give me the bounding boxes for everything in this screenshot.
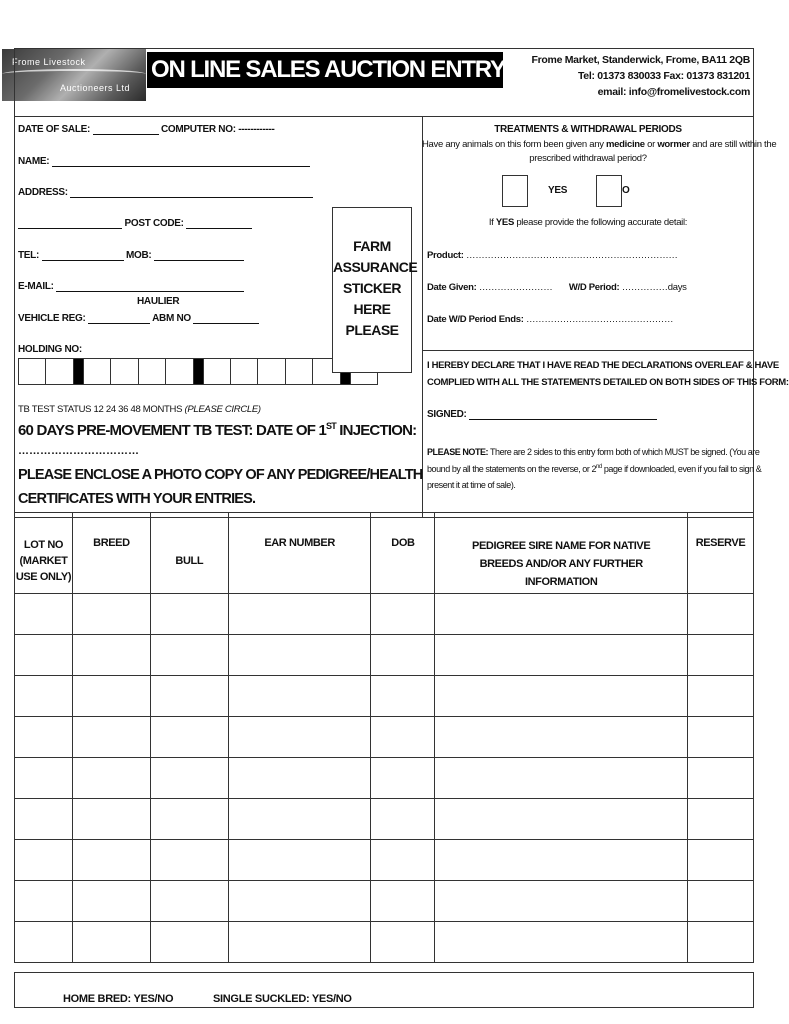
table-cell[interactable] <box>72 922 150 963</box>
table-cell[interactable] <box>72 676 150 717</box>
table-cell[interactable] <box>435 717 688 758</box>
logo-line-1: Frome Livestock <box>12 57 86 67</box>
table-cell[interactable] <box>150 717 228 758</box>
table-row <box>15 635 754 676</box>
vehicle-reg-field[interactable] <box>88 314 150 324</box>
date-given-row <box>427 282 687 293</box>
table-cell[interactable] <box>150 881 228 922</box>
note-line-3: present it at time of sale). <box>427 480 516 490</box>
mob-field[interactable] <box>154 251 244 261</box>
table-row <box>15 758 754 799</box>
date-of-sale-label: DATE OF SALE: <box>18 124 91 135</box>
table-cell[interactable] <box>15 881 73 922</box>
table-row <box>15 799 754 840</box>
table-cell[interactable] <box>435 922 688 963</box>
table-cell[interactable] <box>72 594 150 635</box>
note-text-2-end: page if downloaded, even if you fail to sign & <box>601 464 762 474</box>
premovement-label: 60 DAYS PRE-MOVEMENT TB TEST: DATE OF 1 <box>18 422 327 439</box>
table-cell[interactable] <box>15 635 73 676</box>
holding-no-grid[interactable] <box>18 358 378 385</box>
address-label: ADDRESS: <box>18 187 68 198</box>
table-cell[interactable] <box>435 881 688 922</box>
holding-no-label: HOLDING NO: <box>18 344 82 355</box>
table-cell[interactable] <box>72 635 150 676</box>
sticker-line-1: FARM <box>353 238 391 254</box>
signature-field[interactable] <box>469 410 657 420</box>
tel-field[interactable] <box>42 251 124 261</box>
treatments-question <box>422 139 777 150</box>
header-dob: DOB <box>371 513 435 594</box>
table-cell[interactable] <box>15 676 73 717</box>
tel-row <box>18 250 244 261</box>
header-pedigree: PEDIGREE SIRE NAME FOR NATIVE BREEDS AND/OR ANY FURTHER INFORMATION <box>435 513 688 594</box>
table-cell[interactable] <box>688 717 754 758</box>
postcode-row <box>18 218 252 229</box>
table-cell[interactable] <box>72 881 150 922</box>
question-text: Have any animals on this form been given any <box>422 139 606 150</box>
table-cell[interactable] <box>371 840 435 881</box>
email-label: E-MAIL: <box>18 281 54 292</box>
declaration-line-2: COMPLIED WITH ALL THE STATEMENTS DETAILED ON BOTH SIDES OF THIS FORM: <box>427 377 789 388</box>
declaration-line-1: I HEREBY DECLARE THAT I HAVE READ THE DECLARATIONS OVERLEAF & HAVE <box>427 360 779 371</box>
single-suckled-label[interactable]: SINGLE SUCKLED: YES/NO <box>213 993 352 1005</box>
address-field[interactable] <box>70 188 313 198</box>
no-checkbox[interactable] <box>596 175 622 207</box>
product-field[interactable]: …………………………………………………………… <box>466 250 678 261</box>
table-cell[interactable] <box>15 840 73 881</box>
signed-row <box>427 409 657 420</box>
name-row <box>18 156 310 167</box>
date-given-label: Date Given: <box>427 282 477 293</box>
header-breed: BREED <box>72 513 150 594</box>
logo-line-2: Auctioneers Ltd <box>60 83 131 93</box>
vehicle-reg-label: VEHICLE REG: <box>18 313 86 324</box>
table-cell[interactable] <box>688 799 754 840</box>
wd-ends-row <box>427 314 673 325</box>
note-line-2 <box>427 464 761 474</box>
premovement-sup: ST <box>326 421 336 431</box>
name-label: NAME: <box>18 156 50 167</box>
table-row <box>15 840 754 881</box>
if-yes-text: If <box>488 217 496 228</box>
home-bred-label[interactable]: HOME BRED: YES/NO <box>63 993 174 1005</box>
table-cell[interactable] <box>371 594 435 635</box>
table-cell[interactable] <box>72 840 150 881</box>
table-cell[interactable] <box>228 799 371 840</box>
header-bull: BULL <box>150 513 228 594</box>
sticker-line-2: ASSURANCE <box>333 259 418 275</box>
computer-no-field[interactable]: ------------ <box>238 124 275 135</box>
note-label: PLEASE NOTE: <box>427 447 489 457</box>
table-cell[interactable] <box>150 922 228 963</box>
table-cell[interactable] <box>150 635 228 676</box>
table-cell[interactable] <box>228 840 371 881</box>
table-row <box>15 594 754 635</box>
enclose-line-1: PLEASE ENCLOSE A PHOTO COPY OF ANY PEDIGREE/HEALTH <box>18 467 423 483</box>
table-cell[interactable] <box>228 881 371 922</box>
computer-no-label: COMPUTER NO: <box>161 124 236 135</box>
table-cell[interactable] <box>688 635 754 676</box>
table-cell[interactable] <box>228 717 371 758</box>
sticker-line-3: STICKER <box>343 280 401 296</box>
email-field[interactable] <box>56 282 244 292</box>
question-medicine: medicine <box>606 139 645 150</box>
premovement-date-field[interactable]: …………………………… <box>18 445 139 457</box>
table-cell[interactable] <box>15 799 73 840</box>
table-header-row <box>15 513 754 594</box>
table-cell[interactable] <box>228 594 371 635</box>
vehicle-reg-row <box>18 313 259 324</box>
table-cell[interactable] <box>371 758 435 799</box>
wd-ends-label: Date W/D Period Ends: <box>427 314 524 325</box>
note-text: There are 2 sides to this entry form both of which MUST be signed. (You are <box>488 447 760 457</box>
table-cell[interactable] <box>688 922 754 963</box>
table-cell[interactable] <box>371 635 435 676</box>
product-row <box>427 250 678 261</box>
table-cell[interactable] <box>150 676 228 717</box>
address-line-3: email: info@fromelivestock.com <box>597 86 750 98</box>
divider <box>422 117 423 517</box>
table-row <box>15 881 754 922</box>
table-cell[interactable] <box>150 758 228 799</box>
divider <box>14 116 754 117</box>
table-cell[interactable] <box>688 758 754 799</box>
yes-checkbox[interactable] <box>502 175 528 207</box>
header-reserve: RESERVE <box>688 513 754 594</box>
note-text-2: bound by all the statements on the reverse, or 2 <box>427 464 597 474</box>
table-cell[interactable] <box>228 922 371 963</box>
question-text-end: and are still within the <box>689 139 777 150</box>
question-wormer: wormer <box>657 139 690 150</box>
name-field[interactable] <box>52 157 310 167</box>
address-row <box>18 187 313 198</box>
table-cell[interactable] <box>72 799 150 840</box>
table-cell[interactable] <box>150 799 228 840</box>
if-yes-row <box>422 217 754 228</box>
address-line-1: Frome Market, Standerwick, Frome, BA11 2QB <box>531 54 750 66</box>
premovement-test-row <box>18 421 416 439</box>
tb-status-label: TB TEST STATUS 12 24 36 48 MONTHS <box>18 404 183 415</box>
question-or: or <box>644 139 658 150</box>
table-cell[interactable] <box>435 799 688 840</box>
table-cell[interactable] <box>15 922 73 963</box>
table-cell[interactable] <box>435 594 688 635</box>
divider <box>422 350 754 351</box>
treatments-question-line-2: prescribed withdrawal period? <box>529 153 647 164</box>
if-yes-text-end: please provide the following accurate detail: <box>513 217 688 228</box>
premovement-label-end: INJECTION: <box>335 422 417 439</box>
wd-period-field[interactable]: ……………days <box>621 282 687 293</box>
table-cell[interactable] <box>435 840 688 881</box>
table-cell[interactable] <box>72 717 150 758</box>
table-cell[interactable] <box>371 881 435 922</box>
tel-label: TEL: <box>18 250 40 261</box>
table-cell[interactable] <box>435 635 688 676</box>
sticker-line-4: HERE <box>353 301 391 317</box>
signed-label: SIGNED: <box>427 409 467 420</box>
enclose-line-2: CERTIFICATES WITH YOUR ENTRIES. <box>18 491 256 507</box>
table-cell[interactable] <box>228 758 371 799</box>
table-cell[interactable] <box>228 635 371 676</box>
date-given-field[interactable]: …………………… <box>478 282 553 293</box>
table-cell[interactable] <box>228 676 371 717</box>
table-cell[interactable] <box>688 594 754 635</box>
treatments-title: TREATMENTS & WITHDRAWAL PERIODS <box>494 124 682 135</box>
table-cell[interactable] <box>72 758 150 799</box>
farm-assurance-sticker-box <box>332 207 418 373</box>
note-line-1 <box>427 447 759 457</box>
form-title: ON LINE SALES AUCTION ENTRY FORM <box>147 52 503 88</box>
entries-table <box>14 512 754 963</box>
table-cell[interactable] <box>371 799 435 840</box>
footer-box <box>14 972 754 1008</box>
table-cell[interactable] <box>688 840 754 881</box>
address-line-2-field[interactable] <box>18 219 122 229</box>
post-code-label: POST CODE: <box>124 218 184 229</box>
if-yes-bold: YES <box>495 217 514 228</box>
yes-label: YES <box>548 185 568 196</box>
tb-status-row <box>18 404 261 415</box>
abm-no-field[interactable] <box>193 314 259 324</box>
date-of-sale-row <box>18 124 275 135</box>
table-cell[interactable] <box>688 676 754 717</box>
table-row <box>15 676 754 717</box>
table-cell[interactable] <box>15 594 73 635</box>
abm-no-label: ABM NO <box>152 313 191 324</box>
date-of-sale-field[interactable] <box>93 125 159 135</box>
no-label: O <box>622 185 630 196</box>
header-lot-no: LOT NO (MARKET USE ONLY) <box>15 513 73 594</box>
note-sup: nd <box>596 464 602 470</box>
table-cell[interactable] <box>435 758 688 799</box>
wd-period-label: W/D Period: <box>568 282 620 293</box>
mob-label: MOB: <box>126 250 152 261</box>
table-cell[interactable] <box>15 758 73 799</box>
sticker-line-5: PLEASE <box>345 322 399 338</box>
wd-ends-field[interactable]: ………………………………………… <box>525 314 674 325</box>
tb-status-circle-hint: (PLEASE CIRCLE) <box>184 404 261 415</box>
table-cell[interactable] <box>15 717 73 758</box>
table-cell[interactable] <box>435 676 688 717</box>
post-code-field[interactable] <box>186 219 252 229</box>
address-line-2: Tel: 01373 830033 Fax: 01373 831201 <box>577 70 750 82</box>
table-row <box>15 922 754 963</box>
table-row <box>15 717 754 758</box>
table-cell[interactable] <box>371 676 435 717</box>
table-cell[interactable] <box>371 922 435 963</box>
product-label: Product: <box>427 250 464 261</box>
haulier-label: HAULIER <box>137 296 180 307</box>
table-cell[interactable] <box>371 717 435 758</box>
table-cell[interactable] <box>688 881 754 922</box>
table-cell[interactable] <box>150 594 228 635</box>
table-cell[interactable] <box>150 840 228 881</box>
header-ear-number: EAR NUMBER <box>228 513 371 594</box>
email-row <box>18 281 244 292</box>
